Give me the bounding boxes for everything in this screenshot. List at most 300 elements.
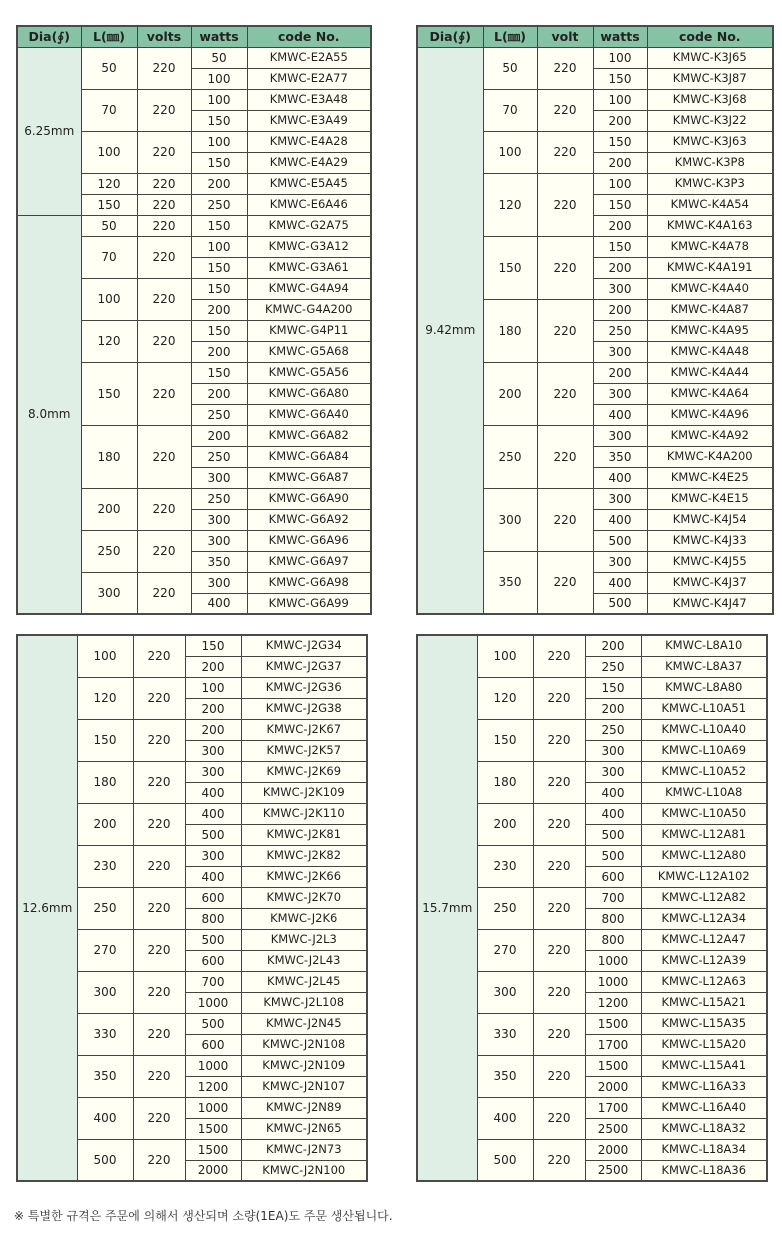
- code-cell: KMWC-J2G37: [241, 656, 367, 677]
- code-cell: KMWC-L15A20: [641, 1034, 767, 1055]
- watts-cell: 100: [191, 131, 247, 152]
- table-row: [417, 47, 773, 68]
- code-cell: KMWC-J2L45: [241, 971, 367, 992]
- code-cell: KMWC-G6A82: [247, 425, 371, 446]
- length-cell: 120: [81, 173, 137, 194]
- code-cell: KMWC-K4A95: [647, 320, 773, 341]
- watts-cell: 1000: [585, 950, 641, 971]
- length-cell: 300: [81, 572, 137, 614]
- table-body-15-7mm: [417, 635, 767, 1181]
- voltage-cell: 220: [533, 1097, 585, 1139]
- spec-table-right-top: [416, 25, 774, 615]
- code-cell: KMWC-E2A55: [247, 47, 371, 68]
- voltage-cell: 220: [133, 887, 185, 929]
- voltage-cell: 220: [133, 677, 185, 719]
- code-cell: KMWC-E3A48: [247, 89, 371, 110]
- code-cell: KMWC-E4A29: [247, 152, 371, 173]
- watts-cell: 400: [593, 467, 647, 488]
- watts-cell: 1500: [585, 1013, 641, 1034]
- code-cell: KMWC-G6A96: [247, 530, 371, 551]
- voltage-cell: 220: [537, 173, 593, 236]
- watts-cell: 300: [191, 530, 247, 551]
- code-cell: KMWC-K4A163: [647, 215, 773, 236]
- voltage-cell: 220: [537, 425, 593, 488]
- watts-cell: 800: [185, 908, 241, 929]
- length-cell: 350: [477, 1055, 533, 1097]
- watts-cell: 100: [593, 47, 647, 68]
- diameter-cell: 12.6mm: [17, 635, 77, 1181]
- watts-cell: 300: [593, 278, 647, 299]
- code-cell: KMWC-K3P3: [647, 173, 773, 194]
- voltage-cell: 220: [133, 971, 185, 1013]
- header-dia: Dia(∮): [17, 26, 81, 47]
- code-cell: KMWC-K4A48: [647, 341, 773, 362]
- voltage-cell: 220: [537, 236, 593, 299]
- code-cell: KMWC-K4A40: [647, 278, 773, 299]
- length-cell: 350: [483, 551, 537, 614]
- watts-cell: 400: [585, 803, 641, 824]
- watts-cell: 300: [593, 425, 647, 446]
- code-cell: KMWC-G3A61: [247, 257, 371, 278]
- code-cell: KMWC-J2N73: [241, 1139, 367, 1160]
- watts-cell: 150: [593, 68, 647, 89]
- watts-cell: 250: [593, 320, 647, 341]
- voltage-cell: 220: [137, 362, 191, 425]
- watts-cell: 300: [593, 551, 647, 572]
- watts-cell: 800: [585, 929, 641, 950]
- watts-cell: 500: [585, 824, 641, 845]
- voltage-cell: 220: [133, 719, 185, 761]
- code-cell: KMWC-L12A34: [641, 908, 767, 929]
- code-cell: KMWC-L8A80: [641, 677, 767, 698]
- voltage-cell: 220: [533, 845, 585, 887]
- length-cell: 250: [477, 887, 533, 929]
- code-cell: KMWC-G2A75: [247, 215, 371, 236]
- length-cell: 350: [77, 1055, 133, 1097]
- spec-table-left-bottom: [16, 634, 368, 1182]
- watts-cell: 600: [185, 887, 241, 908]
- watts-cell: 2000: [585, 1076, 641, 1097]
- code-cell: KMWC-E2A77: [247, 68, 371, 89]
- watts-cell: 1200: [585, 992, 641, 1013]
- length-cell: 100: [81, 278, 137, 320]
- watts-cell: 1200: [185, 1076, 241, 1097]
- length-cell: 400: [477, 1097, 533, 1139]
- code-cell: KMWC-J2K110: [241, 803, 367, 824]
- voltage-cell: 220: [533, 719, 585, 761]
- length-cell: 150: [77, 719, 133, 761]
- watts-cell: 200: [185, 656, 241, 677]
- length-cell: 250: [483, 425, 537, 488]
- watts-cell: 250: [191, 446, 247, 467]
- code-cell: KMWC-G4A94: [247, 278, 371, 299]
- code-cell: KMWC-L18A34: [641, 1139, 767, 1160]
- header-volts: volts: [137, 26, 191, 47]
- code-cell: KMWC-J2N100: [241, 1160, 367, 1181]
- code-cell: KMWC-G5A68: [247, 341, 371, 362]
- voltage-cell: 220: [533, 635, 585, 677]
- watts-cell: 500: [185, 824, 241, 845]
- length-cell: 400: [77, 1097, 133, 1139]
- voltage-cell: 220: [533, 677, 585, 719]
- code-cell: KMWC-J2L43: [241, 950, 367, 971]
- watts-cell: 100: [191, 68, 247, 89]
- watts-cell: 100: [593, 173, 647, 194]
- code-cell: KMWC-K4J37: [647, 572, 773, 593]
- length-cell: 250: [81, 530, 137, 572]
- code-cell: KMWC-J2K66: [241, 866, 367, 887]
- length-cell: 230: [77, 845, 133, 887]
- watts-cell: 600: [585, 866, 641, 887]
- length-cell: 200: [81, 488, 137, 530]
- length-cell: 100: [77, 635, 133, 677]
- watts-cell: 600: [185, 950, 241, 971]
- watts-cell: 250: [191, 488, 247, 509]
- code-cell: KMWC-G3A12: [247, 236, 371, 257]
- code-cell: KMWC-K4A64: [647, 383, 773, 404]
- voltage-cell: 220: [133, 803, 185, 845]
- code-cell: KMWC-L10A8: [641, 782, 767, 803]
- watts-cell: 150: [191, 320, 247, 341]
- watts-cell: 200: [185, 719, 241, 740]
- watts-cell: 1500: [585, 1055, 641, 1076]
- code-cell: KMWC-L18A36: [641, 1160, 767, 1181]
- watts-cell: 2000: [585, 1139, 641, 1160]
- watts-cell: 1000: [585, 971, 641, 992]
- voltage-cell: 220: [533, 1055, 585, 1097]
- voltage-cell: 220: [533, 761, 585, 803]
- watts-cell: 300: [185, 845, 241, 866]
- code-cell: KMWC-L12A82: [641, 887, 767, 908]
- watts-cell: 150: [191, 152, 247, 173]
- watts-cell: 400: [185, 803, 241, 824]
- code-cell: KMWC-K4J55: [647, 551, 773, 572]
- table-body-6-25mm: [17, 47, 371, 215]
- code-cell: KMWC-L16A40: [641, 1097, 767, 1118]
- watts-cell: 100: [593, 89, 647, 110]
- voltage-cell: 220: [533, 887, 585, 929]
- code-cell: KMWC-G6A99: [247, 593, 371, 614]
- code-cell: KMWC-K4E25: [647, 467, 773, 488]
- code-cell: KMWC-K3J63: [647, 131, 773, 152]
- voltage-cell: 220: [137, 47, 191, 89]
- watts-cell: 1700: [585, 1097, 641, 1118]
- watts-cell: 700: [185, 971, 241, 992]
- voltage-cell: 220: [133, 1013, 185, 1055]
- length-cell: 180: [477, 761, 533, 803]
- code-cell: KMWC-J2N65: [241, 1118, 367, 1139]
- length-cell: 150: [81, 362, 137, 425]
- code-cell: KMWC-L15A41: [641, 1055, 767, 1076]
- length-cell: 270: [77, 929, 133, 971]
- watts-cell: 300: [191, 509, 247, 530]
- voltage-cell: 220: [137, 173, 191, 194]
- length-cell: 230: [477, 845, 533, 887]
- watts-cell: 400: [185, 782, 241, 803]
- length-cell: 50: [81, 215, 137, 236]
- code-cell: KMWC-J2N108: [241, 1034, 367, 1055]
- header-length: L(㎜): [483, 26, 537, 47]
- length-cell: 200: [477, 803, 533, 845]
- code-cell: KMWC-L12A39: [641, 950, 767, 971]
- voltage-cell: 220: [133, 761, 185, 803]
- voltage-cell: 220: [137, 131, 191, 173]
- code-cell: KMWC-K4J47: [647, 593, 773, 614]
- watts-cell: 300: [191, 572, 247, 593]
- code-cell: KMWC-J2K6: [241, 908, 367, 929]
- watts-cell: 200: [191, 173, 247, 194]
- watts-cell: 150: [593, 131, 647, 152]
- watts-cell: 200: [593, 362, 647, 383]
- code-cell: KMWC-K4A78: [647, 236, 773, 257]
- voltage-cell: 220: [137, 572, 191, 614]
- header-code: code No.: [247, 26, 371, 47]
- voltage-cell: 220: [133, 635, 185, 677]
- code-cell: KMWC-J2K82: [241, 845, 367, 866]
- voltage-cell: 220: [133, 929, 185, 971]
- code-cell: KMWC-L12A102: [641, 866, 767, 887]
- length-cell: 150: [483, 236, 537, 299]
- watts-cell: 350: [593, 446, 647, 467]
- length-cell: 250: [77, 887, 133, 929]
- length-cell: 180: [77, 761, 133, 803]
- table-body-9-42mm: [417, 47, 773, 614]
- watts-cell: 200: [191, 383, 247, 404]
- voltage-cell: 220: [133, 1139, 185, 1181]
- length-cell: 180: [81, 425, 137, 488]
- code-cell: KMWC-K4A54: [647, 194, 773, 215]
- watts-cell: 400: [191, 593, 247, 614]
- watts-cell: 200: [191, 425, 247, 446]
- watts-cell: 150: [191, 278, 247, 299]
- watts-cell: 200: [185, 698, 241, 719]
- code-cell: KMWC-J2K57: [241, 740, 367, 761]
- length-cell: 120: [483, 173, 537, 236]
- code-cell: KMWC-J2N89: [241, 1097, 367, 1118]
- length-cell: 200: [77, 803, 133, 845]
- length-cell: 200: [483, 362, 537, 425]
- header-length: L(㎜): [81, 26, 137, 47]
- length-cell: 500: [77, 1139, 133, 1181]
- watts-cell: 500: [585, 845, 641, 866]
- voltage-cell: 220: [537, 89, 593, 131]
- watts-cell: 500: [593, 593, 647, 614]
- watts-cell: 1000: [185, 1055, 241, 1076]
- length-cell: 50: [483, 47, 537, 89]
- watts-cell: 250: [585, 719, 641, 740]
- header-code: code No.: [647, 26, 773, 47]
- code-cell: KMWC-L10A50: [641, 803, 767, 824]
- code-cell: KMWC-L10A51: [641, 698, 767, 719]
- voltage-cell: 220: [137, 89, 191, 131]
- code-cell: KMWC-J2K109: [241, 782, 367, 803]
- code-cell: KMWC-J2N107: [241, 1076, 367, 1097]
- watts-cell: 150: [191, 215, 247, 236]
- watts-cell: 1500: [185, 1118, 241, 1139]
- code-cell: KMWC-L8A10: [641, 635, 767, 656]
- watts-cell: 150: [191, 110, 247, 131]
- watts-cell: 2000: [185, 1160, 241, 1181]
- watts-cell: 250: [191, 404, 247, 425]
- watts-cell: 400: [593, 572, 647, 593]
- code-cell: KMWC-G6A92: [247, 509, 371, 530]
- length-cell: 300: [483, 488, 537, 551]
- code-cell: KMWC-K3J22: [647, 110, 773, 131]
- watts-cell: 200: [593, 110, 647, 131]
- header-watts: watts: [593, 26, 647, 47]
- watts-cell: 200: [593, 257, 647, 278]
- code-cell: KMWC-G5A56: [247, 362, 371, 383]
- code-cell: KMWC-K4J33: [647, 530, 773, 551]
- voltage-cell: 220: [133, 1097, 185, 1139]
- code-cell: KMWC-G4P11: [247, 320, 371, 341]
- length-cell: 100: [81, 131, 137, 173]
- code-cell: KMWC-K4A92: [647, 425, 773, 446]
- voltage-cell: 220: [537, 131, 593, 173]
- watts-cell: 200: [191, 299, 247, 320]
- watts-cell: 400: [593, 404, 647, 425]
- voltage-cell: 220: [537, 299, 593, 362]
- watts-cell: 1700: [585, 1034, 641, 1055]
- watts-cell: 2500: [585, 1160, 641, 1181]
- length-cell: 330: [477, 1013, 533, 1055]
- watts-cell: 300: [593, 488, 647, 509]
- code-cell: KMWC-G6A90: [247, 488, 371, 509]
- watts-cell: 300: [185, 740, 241, 761]
- code-cell: KMWC-J2K70: [241, 887, 367, 908]
- watts-cell: 1000: [185, 992, 241, 1013]
- watts-cell: 200: [593, 152, 647, 173]
- watts-cell: 800: [585, 908, 641, 929]
- code-cell: KMWC-K4E15: [647, 488, 773, 509]
- header-row: [417, 26, 773, 47]
- table-row: [17, 215, 371, 236]
- code-cell: KMWC-K4J54: [647, 509, 773, 530]
- watts-cell: 150: [585, 677, 641, 698]
- watts-cell: 200: [191, 341, 247, 362]
- length-cell: 100: [483, 131, 537, 173]
- code-cell: KMWC-J2G38: [241, 698, 367, 719]
- watts-cell: 250: [191, 194, 247, 215]
- diameter-cell: 9.42mm: [417, 47, 483, 614]
- code-cell: KMWC-K3J87: [647, 68, 773, 89]
- watts-cell: 100: [191, 89, 247, 110]
- watts-cell: 600: [185, 1034, 241, 1055]
- watts-cell: 300: [585, 761, 641, 782]
- code-cell: KMWC-J2L3: [241, 929, 367, 950]
- watts-cell: 700: [585, 887, 641, 908]
- code-cell: KMWC-L10A40: [641, 719, 767, 740]
- code-cell: KMWC-L18A32: [641, 1118, 767, 1139]
- length-cell: 270: [477, 929, 533, 971]
- code-cell: KMWC-J2G34: [241, 635, 367, 656]
- voltage-cell: 220: [533, 929, 585, 971]
- watts-cell: 100: [191, 236, 247, 257]
- code-cell: KMWC-L10A69: [641, 740, 767, 761]
- diameter-cell: 6.25mm: [17, 47, 81, 215]
- voltage-cell: 220: [137, 530, 191, 572]
- code-cell: KMWC-E4A28: [247, 131, 371, 152]
- watts-cell: 150: [191, 257, 247, 278]
- length-cell: 50: [81, 47, 137, 89]
- header-dia: Dia(∮): [417, 26, 483, 47]
- code-cell: KMWC-L12A63: [641, 971, 767, 992]
- watts-cell: 300: [185, 761, 241, 782]
- code-cell: KMWC-L15A35: [641, 1013, 767, 1034]
- code-cell: KMWC-J2N109: [241, 1055, 367, 1076]
- voltage-cell: 220: [533, 1013, 585, 1055]
- watts-cell: 400: [593, 509, 647, 530]
- code-cell: KMWC-E3A49: [247, 110, 371, 131]
- watts-cell: 150: [191, 362, 247, 383]
- code-cell: KMWC-J2L108: [241, 992, 367, 1013]
- watts-cell: 200: [593, 299, 647, 320]
- code-cell: KMWC-K3P8: [647, 152, 773, 173]
- watts-cell: 300: [585, 740, 641, 761]
- watts-cell: 100: [185, 677, 241, 698]
- length-cell: 300: [77, 971, 133, 1013]
- table-body-8-0mm: [17, 215, 371, 614]
- code-cell: KMWC-G6A80: [247, 383, 371, 404]
- watts-cell: 250: [585, 656, 641, 677]
- watts-cell: 150: [593, 194, 647, 215]
- voltage-cell: 220: [533, 803, 585, 845]
- watts-cell: 1000: [185, 1097, 241, 1118]
- code-cell: KMWC-L16A33: [641, 1076, 767, 1097]
- code-cell: KMWC-K4A200: [647, 446, 773, 467]
- header-volt: volt: [537, 26, 593, 47]
- code-cell: KMWC-K3J68: [647, 89, 773, 110]
- watts-cell: 300: [593, 383, 647, 404]
- header-row: [17, 26, 371, 47]
- length-cell: 120: [477, 677, 533, 719]
- voltage-cell: 220: [133, 1055, 185, 1097]
- voltage-cell: 220: [137, 425, 191, 488]
- length-cell: 330: [77, 1013, 133, 1055]
- watts-cell: 2500: [585, 1118, 641, 1139]
- voltage-cell: 220: [537, 488, 593, 551]
- code-cell: KMWC-L10A52: [641, 761, 767, 782]
- watts-cell: 200: [585, 635, 641, 656]
- voltage-cell: 220: [137, 278, 191, 320]
- code-cell: KMWC-K4A87: [647, 299, 773, 320]
- watts-cell: 50: [191, 47, 247, 68]
- voltage-cell: 220: [533, 971, 585, 1013]
- voltage-cell: 220: [533, 1139, 585, 1181]
- length-cell: 120: [77, 677, 133, 719]
- table-row: [417, 635, 767, 656]
- voltage-cell: 220: [137, 320, 191, 362]
- voltage-cell: 220: [133, 845, 185, 887]
- code-cell: KMWC-K4A44: [647, 362, 773, 383]
- length-cell: 150: [477, 719, 533, 761]
- code-cell: KMWC-L12A80: [641, 845, 767, 866]
- code-cell: KMWC-L8A37: [641, 656, 767, 677]
- table-row: [17, 635, 367, 656]
- length-cell: 70: [81, 89, 137, 131]
- code-cell: KMWC-J2K69: [241, 761, 367, 782]
- code-cell: KMWC-J2N45: [241, 1013, 367, 1034]
- watts-cell: 400: [585, 782, 641, 803]
- code-cell: KMWC-E5A45: [247, 173, 371, 194]
- voltage-cell: 220: [537, 47, 593, 89]
- code-cell: KMWC-G6A40: [247, 404, 371, 425]
- code-cell: KMWC-G6A84: [247, 446, 371, 467]
- length-cell: 70: [483, 89, 537, 131]
- diameter-cell: 8.0mm: [17, 215, 81, 614]
- watts-cell: 350: [191, 551, 247, 572]
- code-cell: KMWC-L12A81: [641, 824, 767, 845]
